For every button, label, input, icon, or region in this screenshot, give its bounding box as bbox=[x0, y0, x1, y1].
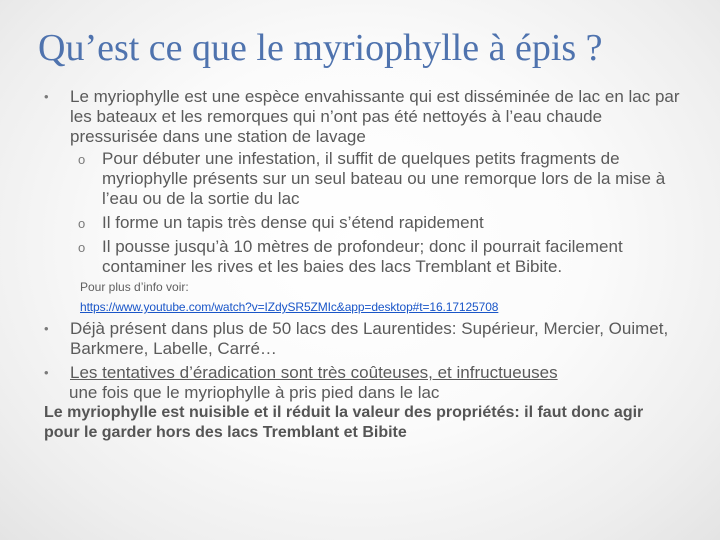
bullet-continuation: une fois que le myriophylle à pris pied dans le lac bbox=[69, 383, 440, 402]
bullet-dot-icon: • bbox=[44, 89, 49, 104]
sub-bullet-item-depth bbox=[40, 237, 680, 277]
bullet-item-eradication bbox=[40, 363, 680, 383]
bullet-text: Le myriophylle est une espèce envahissante qui est disséminée de lac en lac par les bateaux et les remorques qui n’ont pas été nettoyés à l’eau chaude pressurisée dans une station de lavage bbox=[70, 87, 680, 146]
slide-content bbox=[40, 87, 680, 443]
info-link-row bbox=[40, 297, 680, 317]
sub-bullet-item-infestation bbox=[40, 149, 680, 209]
bullet-item-dissemination bbox=[40, 87, 680, 147]
sub-bullet-item-dense-mat bbox=[40, 213, 680, 233]
slide-title: Qu’est ce que le myriophylle à épis ? bbox=[38, 27, 603, 69]
conclusion-text: Le myriophylle est nuisible et il réduit la valeur des propriétés: il faut donc agir pour le garder hors des lacs Tremblant et Bibite bbox=[44, 404, 644, 441]
sub-bullet-text: Pour débuter une infestation, il suffit de quelques petits fragments de myriophylle présents sur un seul bateau ou une remorque lors de la mise à l’eau ou de la sortie du lac bbox=[102, 149, 666, 208]
sub-bullet-text: Il pousse jusqu’à 10 mètres de profondeur; donc il pourrait facilement contaminer les rives et les baies des lacs Tremblant et Bibite. bbox=[102, 237, 623, 276]
bullet-dot-icon: • bbox=[44, 321, 49, 336]
sub-bullet-text: Il forme un tapis très dense qui s’étend rapidement bbox=[102, 213, 484, 232]
info-label: Pour plus d’info voir: bbox=[80, 280, 189, 294]
sub-bullet-circle-icon: o bbox=[78, 152, 86, 167]
bullet-dot-icon: • bbox=[44, 365, 49, 380]
sub-bullet-circle-icon: o bbox=[78, 216, 86, 231]
youtube-video-link[interactable]: https://www.youtube.com/watch?v=IZdySR5ZMIc&app=desktop#t=16.17125708 bbox=[80, 300, 499, 314]
sub-bullet-circle-icon: o bbox=[78, 240, 86, 255]
bullet-text-underlined: Les tentatives d’éradication sont très coûteuses, et infructueuses bbox=[70, 363, 558, 382]
bullet-item-present-lakes bbox=[40, 319, 680, 359]
bullet-text: Déjà présent dans plus de 50 lacs des Laurentides: Supérieur, Mercier, Ouimet, Barkmere, Labelle, Carré… bbox=[70, 319, 669, 358]
